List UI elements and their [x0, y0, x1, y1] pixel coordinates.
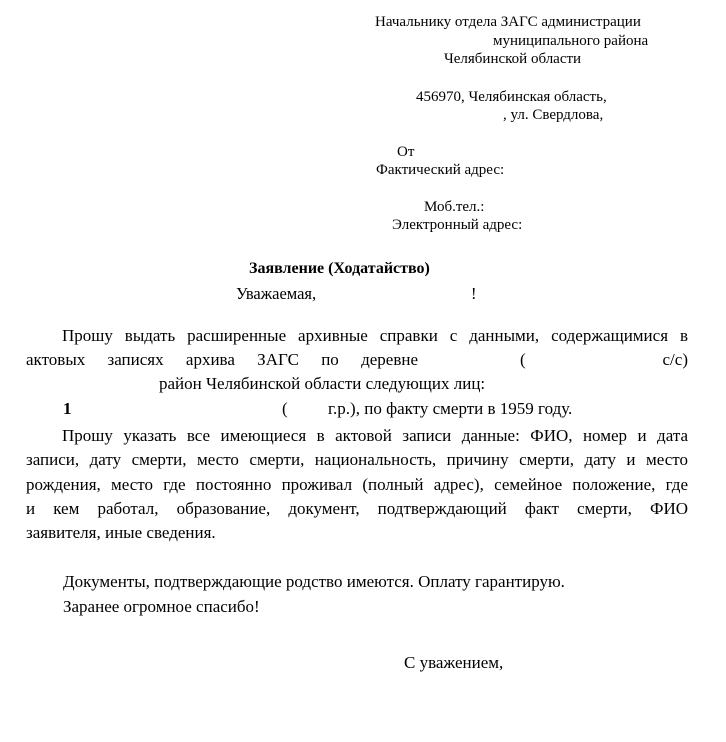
from-label: От — [397, 144, 415, 160]
paragraph-2-line-1: Прошу указать все имеющиеся в актовой записи данные: ФИО, номер и дата — [62, 426, 688, 445]
addressee-line-1: Начальнику отдела ЗАГС администрации — [375, 14, 641, 30]
paragraph-1-line-2-paren: ( — [520, 350, 526, 369]
paragraph-1-line-2-text: актовых записях архива ЗАГС по деревне — [26, 350, 418, 369]
list-item-number — [63, 397, 72, 422]
document-title: Заявление (Ходатайство) — [249, 260, 430, 277]
paragraph-2-line-4: и кем работал, образование, документ, подтверждающий факт смерти, ФИО — [26, 499, 688, 518]
closing: С уважением, — [404, 653, 504, 672]
item-details: г.р.), по факту смерти в 1959 году. — [328, 399, 573, 418]
address-line-2: , ул. Свердлова, — [503, 107, 604, 123]
item-number: 1 — [63, 399, 72, 418]
paragraph-2-line-2: записи, дату смерти, место смерти, национальность, причину смерти, дату и место — [26, 450, 688, 469]
paragraph-2-line-5: заявителя, иные сведения. — [26, 523, 216, 542]
paragraph-3-line-2: Заранее огромное спасибо! — [63, 597, 260, 616]
greeting-end: ! — [471, 284, 477, 303]
mobile-label: Моб.тел.: — [424, 199, 485, 215]
paragraph-1-line-1: Прошу выдать расширенные архивные справки с данными, содержащимися в — [62, 326, 688, 345]
address-line-1: 456970, Челябинская область, — [416, 89, 607, 105]
paragraph-3-line-1: Документы, подтверждающие родство имеются. Оплату гарантирую. — [63, 572, 565, 591]
paragraph-1-line-3: район Челябинской области следующих лиц: — [159, 374, 486, 393]
item-paren: ( — [282, 399, 288, 418]
email-label: Электронный адрес: — [392, 217, 523, 233]
paragraph-2-line-3: рождения, место где постоянно проживал (полный адрес), семейное положение, где — [26, 475, 688, 494]
addressee-line-2: муниципального района — [493, 33, 649, 49]
addressee-line-3: Челябинской области — [444, 51, 582, 67]
paragraph-1-line-2 — [26, 348, 688, 373]
paragraph-1-line-2-ss: с/с) — [662, 350, 688, 369]
greeting-start: Уважаемая, — [236, 284, 317, 303]
actual-address-label: Фактический адрес: — [376, 162, 505, 178]
greeting — [236, 282, 316, 307]
